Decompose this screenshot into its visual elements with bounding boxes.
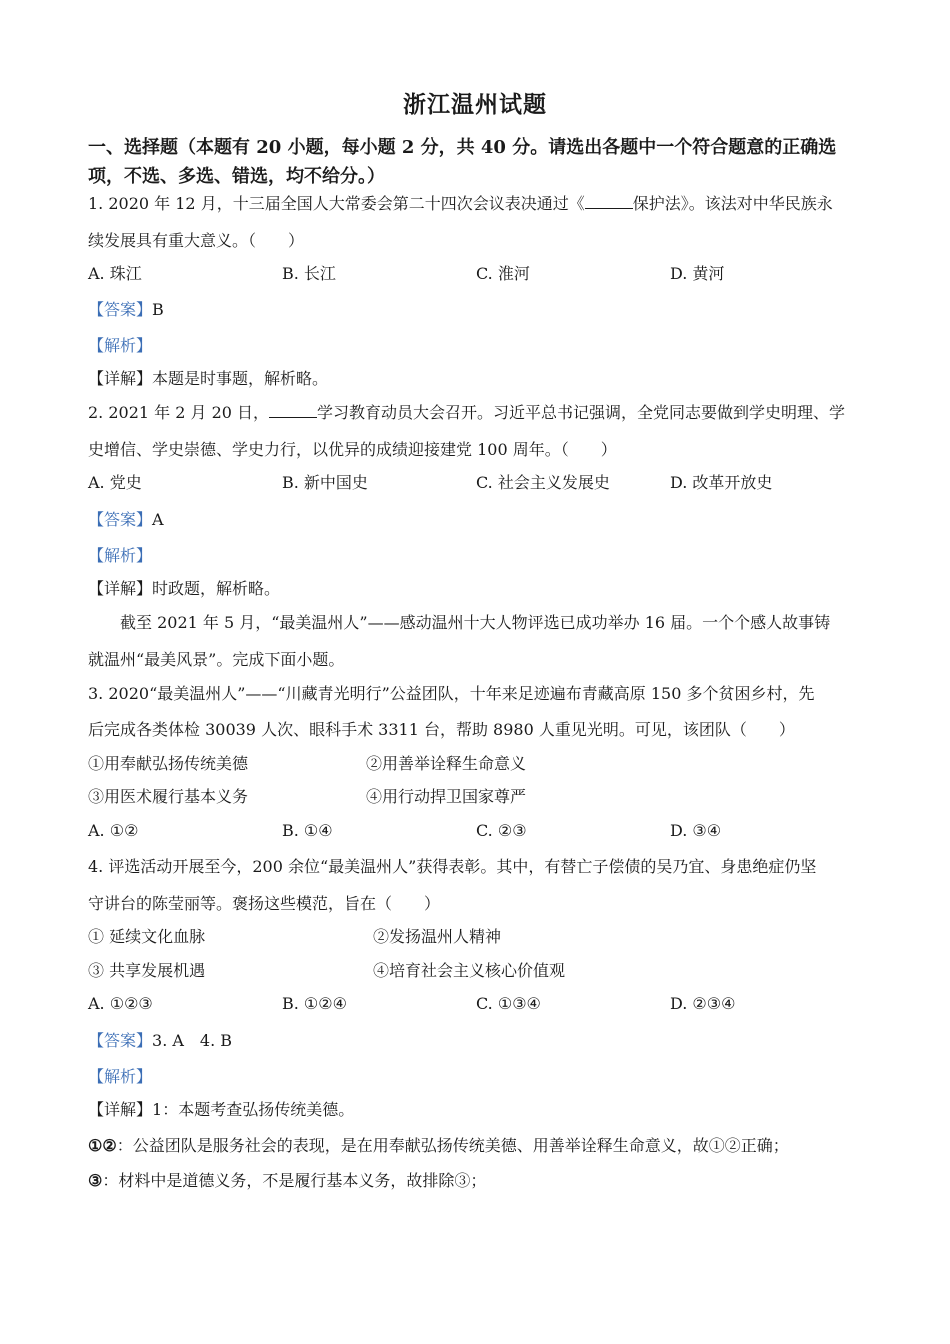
q2-option-c: C. 社会主义发展史 — [476, 473, 610, 492]
q1-option-c: C. 淮河 — [476, 264, 530, 283]
section-heading — [88, 133, 868, 191]
q3-option-d: D. ③④ — [670, 821, 722, 840]
q3-option-a: A. ①② — [88, 821, 139, 840]
q1-option-d: D. 黄河 — [670, 264, 725, 283]
q1-stem-line-2: 续发展具有重大意义。（ ） — [88, 231, 305, 250]
q34-analysis-tag: 【解析】 — [88, 1067, 153, 1086]
q2-option-b: B. 新中国史 — [282, 473, 368, 492]
q2-option-a: A. 党史 — [88, 473, 142, 492]
material-line-2: 就温州“最美风景”。完成下面小题。 — [88, 650, 345, 669]
q4-item-1: ① 延续文化血脉 — [88, 927, 206, 946]
q3-item-1: ①用奉献弘扬传统美德 — [88, 754, 249, 773]
section-heading-line-1: 一、选择题（本题有 20 小题，每小题 2 分，共 40 分。请选出各题中一个符合题意的正确选 — [88, 137, 837, 158]
q4-option-b: B. ①②④ — [282, 994, 347, 1013]
q4-option-d: D. ②③④ — [670, 994, 736, 1013]
q4-stem-line-1: 4. 评选活动开展至今，200 余位“最美温州人”获得表彰。其中，有替亡子偿债的吴乃宜、身患绝症仍坚 — [88, 857, 817, 876]
q2-stem-line-2: 史增信、学史崇德、学史力行，以优异的成绩迎接建党 100 周年。（ ） — [88, 440, 617, 459]
q1-option-a: A. 珠江 — [88, 264, 142, 283]
q2-answer: 【答案】A — [88, 510, 164, 529]
fill-blank — [269, 403, 317, 418]
q2-option-d: D. 改革开放史 — [670, 473, 773, 492]
section-heading-line-2: 项，不选、多选、错选，均不给分。） — [88, 166, 385, 187]
q4-option-c: C. ①③④ — [476, 994, 541, 1013]
q1-analysis-tag: 【解析】 — [88, 336, 153, 355]
q1-detail: 【详解】本题是时事题，解析略。 — [88, 369, 329, 388]
q3-stem-line-2: 后完成各类体检 30039 人次、眼科手术 3311 台，帮助 8980 人重见光明。可见，该团队（ ） — [88, 720, 795, 739]
q3-option-b: B. ①④ — [282, 821, 333, 840]
q3-stem-line-1: 3. 2020“最美温州人”——“川藏青光明行”公益团队，十年来足迹遍布青藏高原 150 多个贫困乡村，先 — [88, 684, 815, 703]
fill-blank — [585, 194, 633, 209]
material-line-1: 截至 2021 年 5 月，“最美温州人”——感动温州十大人物评选已成功举办 16 届。一个个感人故事铸 — [120, 613, 831, 632]
q4-stem-line-2: 守讲台的陈莹丽等。褒扬这些模范，旨在（ ） — [88, 894, 441, 913]
q1-option-b: B. 长江 — [282, 264, 336, 283]
q34-point-2: ③：材料中是道德义务，不是履行基本义务，故排除③； — [88, 1171, 487, 1190]
q2-analysis-tag: 【解析】 — [88, 546, 153, 565]
q3-item-4: ④用行动捍卫国家尊严 — [366, 787, 527, 806]
q1-answer: 【答案】B — [88, 300, 164, 319]
q34-detail: 【详解】1：本题考查弘扬传统美德。 — [88, 1100, 355, 1119]
q3-item-2: ②用善举诠释生命意义 — [366, 754, 527, 773]
q4-item-4: ④培育社会主义核心价值观 — [373, 961, 566, 980]
q4-option-a: A. ①②③ — [88, 994, 153, 1013]
q4-item-3: ③ 共享发展机遇 — [88, 961, 206, 980]
q3-option-c: C. ②③ — [476, 821, 527, 840]
q34-answer: 【答案】3. A 4. B — [88, 1031, 233, 1050]
q2-stem-line-1: 2. 2021 年 2 月 20 日， 学习教育动员大会召开。习近平总书记强调，全党同志要做到学史明理、学 — [88, 403, 846, 422]
q34-point-1: ①②：公益团队是服务社会的表现，是在用奉献弘扬传统美德、用善举诠释生命意义，故①②正确； — [88, 1136, 789, 1155]
document-title: 浙江温州试题 — [403, 91, 547, 118]
q1-stem-line-1: 1. 2020 年 12 月，十三届全国人大常委会第二十四次会议表决通过《 保护法》。该法对中华民族永 — [88, 194, 833, 213]
q2-detail: 【详解】时政题，解析略。 — [88, 579, 281, 598]
q3-item-3: ③用医术履行基本义务 — [88, 787, 249, 806]
q4-item-2: ②发扬温州人精神 — [373, 927, 502, 946]
